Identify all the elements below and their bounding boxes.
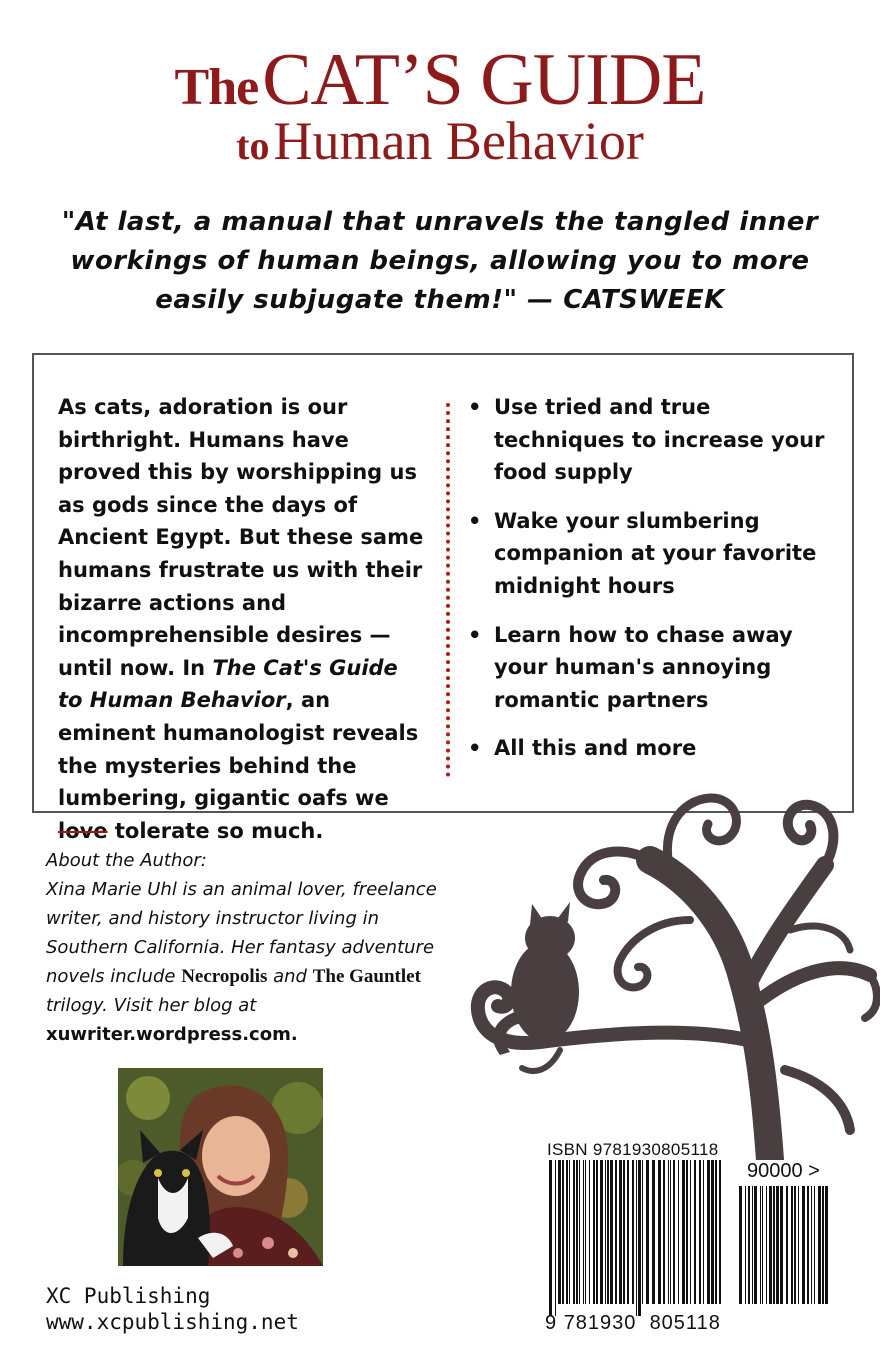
barcode-bar <box>822 1186 824 1304</box>
title-line-2 <box>0 110 880 172</box>
barcode-bar <box>760 1186 761 1304</box>
barcode-bar <box>754 1186 757 1304</box>
barcode-bar <box>798 1186 799 1304</box>
publisher-info <box>46 1283 299 1335</box>
author-bio-and: and <box>267 966 313 987</box>
barcode-bar <box>663 1160 665 1304</box>
barcode-bar <box>745 1186 746 1304</box>
barcode-bar <box>589 1160 590 1304</box>
author-bio-text-1: Xina Marie Uhl is an animal lover, freelance writer, and history instructor living in Southern California. Her fantasy adventure novels include <box>46 879 437 987</box>
barcode-bar <box>569 1160 570 1304</box>
barcode-bar <box>776 1186 779 1304</box>
barcode-bar <box>646 1160 649 1304</box>
barcode-bar <box>690 1160 691 1304</box>
barcode-bar <box>615 1160 617 1304</box>
dotted-divider <box>446 403 450 777</box>
barcode-main-bars <box>549 1160 721 1316</box>
barcode-bar <box>673 1160 675 1304</box>
barcode-bar <box>703 1160 704 1304</box>
barcode-bar <box>636 1160 637 1316</box>
barcode-bar <box>562 1160 564 1304</box>
author-heading: About the Author: <box>46 850 207 871</box>
barcode-bar <box>638 1160 641 1316</box>
feature-text: Use tried and true techniques to increase your food supply <box>494 395 825 485</box>
barcode-bar <box>699 1160 701 1304</box>
barcode-bar <box>566 1160 568 1304</box>
barcode-bar <box>686 1160 688 1304</box>
title-human-behavior: Human Behavior <box>273 111 644 171</box>
isbn-digit-first: 9 <box>545 1312 558 1334</box>
barcode-bar <box>600 1160 603 1304</box>
bullet-icon: • <box>468 395 482 419</box>
feature-list <box>466 391 846 781</box>
description-box <box>32 353 854 843</box>
barcode-bar <box>623 1160 625 1304</box>
author-bio-text-2: trilogy. Visit her blog at <box>46 995 257 1016</box>
feature-text: Learn how to chase away your human's annoying romantic partners <box>494 622 793 712</box>
barcode-bar <box>752 1186 753 1304</box>
title-to: to <box>236 123 270 168</box>
barcode-bar <box>678 1160 679 1304</box>
bullet-icon: • <box>468 736 482 761</box>
price-code-label: 90000 > <box>747 1160 820 1182</box>
review-quote: "At last, a manual that unravels the tangled inner workings of human beings, allowing you to more easily subjugate them!" — CATSWEEK <box>61 207 819 315</box>
barcode-bar <box>668 1160 669 1304</box>
barcode-bar <box>707 1160 710 1304</box>
barcode-bar <box>811 1186 812 1304</box>
barcode-bar <box>573 1160 575 1304</box>
barcode-bar <box>670 1160 671 1304</box>
barcode-bar <box>596 1160 598 1304</box>
barcode-bar <box>652 1160 655 1304</box>
isbn-barcode-icon <box>535 1138 865 1338</box>
barcode-bar <box>769 1186 772 1304</box>
barcode-bar <box>658 1160 661 1304</box>
blurb-struck-word: love <box>58 818 108 843</box>
feature-item <box>466 732 846 765</box>
author-with-cat-photo-icon <box>118 1068 323 1266</box>
barcode-bar <box>632 1160 634 1304</box>
barcode-bar <box>558 1160 561 1304</box>
barcode-bar <box>682 1160 685 1304</box>
barcode-bar <box>555 1160 556 1316</box>
publisher-url[interactable]: www.xcpublishing.net <box>46 1310 299 1334</box>
blurb-book-title: The Cat's Guide to Human Behavior <box>58 655 398 713</box>
barcode-bar <box>814 1186 815 1304</box>
about-the-author <box>46 846 466 1049</box>
isbn-digits <box>545 1312 721 1335</box>
isbn-digit-group-2: 805118 <box>649 1312 721 1334</box>
barcode-bar <box>748 1186 750 1304</box>
barcode-bar <box>802 1186 805 1304</box>
barcode-bar <box>719 1160 721 1304</box>
barcode-bar <box>642 1160 643 1304</box>
isbn-label: ISBN 9781930805118 <box>547 1140 719 1159</box>
barcode-bar <box>585 1160 586 1304</box>
barcode-bar <box>583 1160 584 1304</box>
author-blog-link[interactable]: xuwriter.wordpress.com. <box>46 1024 298 1045</box>
feature-text: Wake your slumbering companion at your favorite midnight hours <box>494 508 817 598</box>
barcode-addon-bars <box>739 1186 829 1316</box>
barcode-bar <box>807 1186 809 1304</box>
title-the: The <box>174 59 259 116</box>
bullet-icon: • <box>468 508 482 533</box>
barcode-bar <box>766 1186 767 1304</box>
barcode-bar <box>610 1160 613 1304</box>
feature-item <box>466 391 846 489</box>
barcode-bar <box>576 1160 578 1304</box>
barcode-bar <box>780 1186 783 1304</box>
title-cats-guide: CAT’S GUIDE <box>262 39 706 121</box>
barcode-bar <box>619 1160 622 1304</box>
barcode-bar <box>694 1160 696 1304</box>
barcode-bar <box>579 1160 580 1304</box>
publisher-name: XC Publishing <box>46 1284 211 1308</box>
barcode-bar <box>715 1160 717 1304</box>
barcode-bar <box>739 1186 742 1304</box>
blurb-part-3: tolerate so much. <box>107 818 324 843</box>
barcode-bar <box>593 1160 595 1304</box>
barcode-bar <box>786 1186 788 1304</box>
book-blurb <box>58 391 428 847</box>
feature-item <box>466 619 846 717</box>
barcode-bar <box>791 1186 793 1304</box>
barcode-bar <box>818 1186 821 1304</box>
bullet-icon: • <box>468 622 482 647</box>
blurb-part-1: As cats, adoration is our birthright. Humans have proved this by worshipping us as gods since the days of Ancient Egypt. But these same humans frustrate us with their bizarre actions and incomprehensible desires — until now. In <box>58 395 424 680</box>
barcode-bar <box>773 1186 775 1304</box>
barcode-bar <box>794 1186 796 1304</box>
author-book-necropolis: Necropolis <box>181 966 268 987</box>
isbn-digit-group-1: 781930 <box>563 1312 637 1334</box>
feature-item <box>466 505 846 603</box>
barcode-bar <box>627 1160 629 1304</box>
author-book-gauntlet: The Gauntlet <box>312 966 421 987</box>
author-bio <box>46 875 466 1049</box>
barcode-bar <box>549 1160 552 1316</box>
barcode-bar <box>711 1160 714 1304</box>
tree-with-cat-silhouette-icon <box>440 770 880 1160</box>
barcode-bar <box>607 1160 609 1304</box>
barcode-bar <box>825 1186 828 1304</box>
barcode-bar <box>605 1160 606 1304</box>
blurb-part-2: , an eminent humanologist reveals the mysteries behind the lumbering, gigantic oafs we <box>58 688 419 811</box>
barcode-bar <box>762 1186 763 1304</box>
feature-text: All this and more <box>494 736 697 761</box>
